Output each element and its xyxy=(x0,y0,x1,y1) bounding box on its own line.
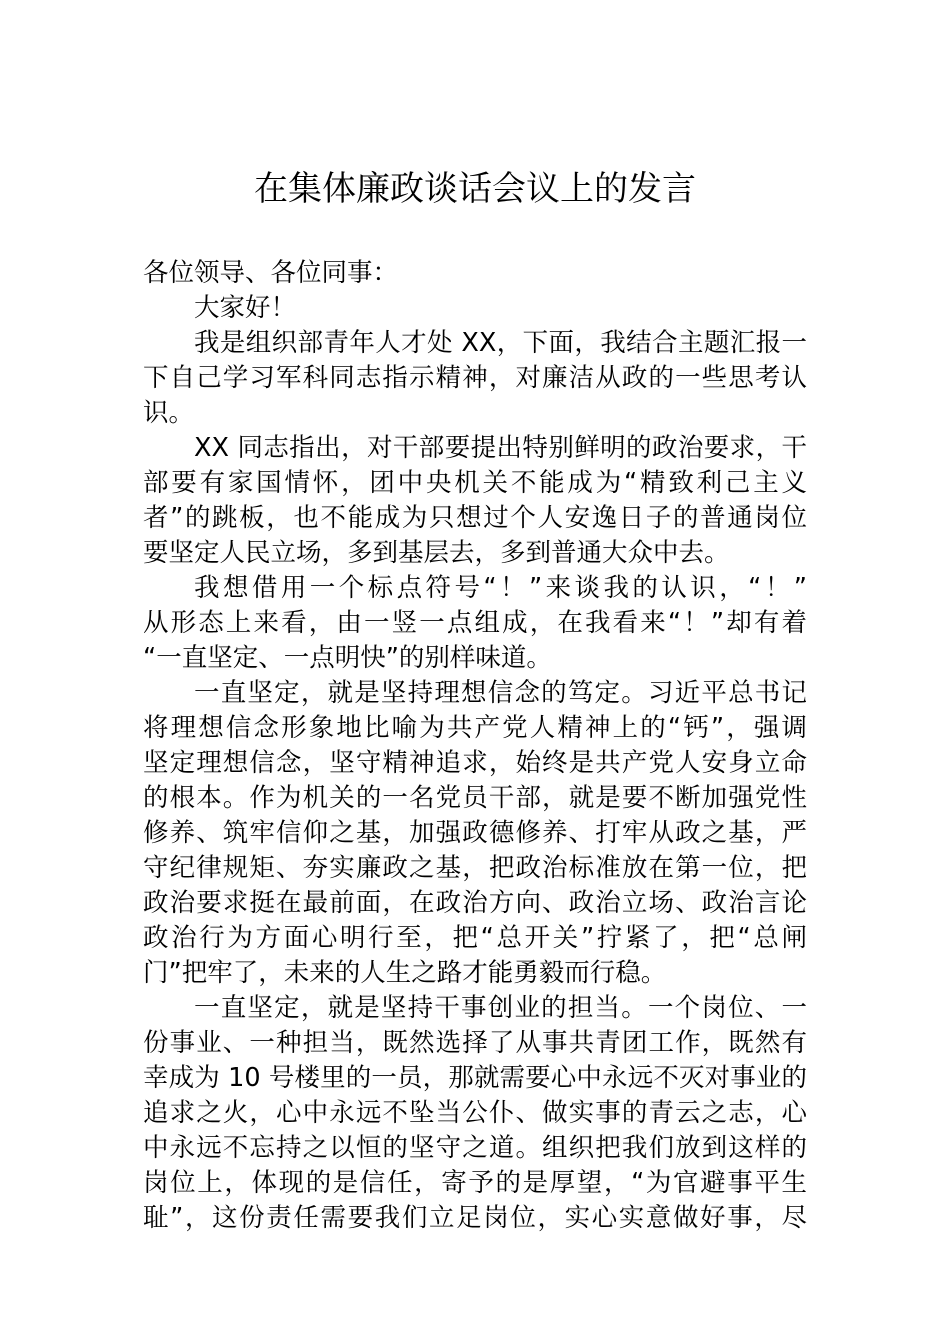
document-body xyxy=(143,256,807,1236)
document-title: 在集体廉政谈话会议上的发言 xyxy=(254,169,696,209)
text-line: 门”把牢了，未来的人生之路才能勇毅而行稳。 xyxy=(143,958,667,988)
text-line: 要坚定人民立场，多到基层去，多到普通大众中去。 xyxy=(143,538,730,568)
text-line: 各位领导、各位同事： xyxy=(143,258,399,288)
text-line: 我是组织部青年人才处 XX，下面，我结合主题汇报一 xyxy=(194,328,807,358)
text-line: 一直坚定，就是坚持理想信念的笃定。习近平总书记 xyxy=(194,678,807,708)
text-line: “一直坚定、一点明快”的别样味道。 xyxy=(143,643,552,673)
text-line: 部要有家国情怀，团中央机关不能成为“精致利己主义 xyxy=(143,468,807,498)
text-line: 下自己学习军科同志指示精神，对廉洁从政的一些思考认 xyxy=(143,363,807,393)
text-line: 修养、筑牢信仰之基，加强政德修养、打牢从政之基，严 xyxy=(143,818,807,848)
text-line: 者”的跳板，也不能成为只想过个人安逸日子的普通岗位 xyxy=(143,503,807,533)
text-line: 坚定理想信念，坚守精神追求，始终是共产党人安身立命 xyxy=(143,748,807,778)
text-line: 政治要求挺在最前面，在政治方向、政治立场、政治言论 xyxy=(143,888,807,918)
text-line: 的根本。作为机关的一名党员干部，就是要不断加强党性 xyxy=(143,783,807,813)
text-line: 将理想信念形象地比喻为共产党人精神上的“钙”，强调 xyxy=(143,713,807,743)
text-line: 守纪律规矩、夯实廉政之基，把政治标准放在第一位，把 xyxy=(143,853,807,883)
text-line: 从形态上来看，由一竖一点组成，在我看来“！”却有着 xyxy=(143,608,807,638)
text-line: 我想借用一个标点符号“！”来谈我的认识，“！” xyxy=(194,573,807,603)
text-line: 一直坚定，就是坚持干事创业的担当。一个岗位、一 xyxy=(194,993,807,1023)
text-line: 识。 xyxy=(143,398,195,428)
text-line: 大家好！ xyxy=(194,293,297,323)
text-line: 耻”，这份责任需要我们立足岗位，实心实意做好事，尽 xyxy=(143,1203,807,1233)
text-line: 份事业、一种担当，既然选择了从事共青团工作，既然有 xyxy=(143,1028,807,1058)
text-line: 岗位上，体现的是信任，寄予的是厚望，“为官避事平生 xyxy=(143,1168,807,1198)
text-line: 幸成为 10 号楼里的一员，那就需要心中永远不灭对事业的 xyxy=(143,1063,807,1093)
text-line: 政治行为方面心明行至，把“总开关”拧紧了，把“总闸 xyxy=(143,923,807,953)
text-line: 追求之火，心中永远不坠当公仆、做实事的青云之志，心 xyxy=(143,1098,807,1128)
text-line: XX 同志指出，对干部要提出特别鲜明的政治要求，干 xyxy=(194,433,807,463)
text-line: 中永远不忘持之以恒的坚守之道。组织把我们放到这样的 xyxy=(143,1133,807,1163)
